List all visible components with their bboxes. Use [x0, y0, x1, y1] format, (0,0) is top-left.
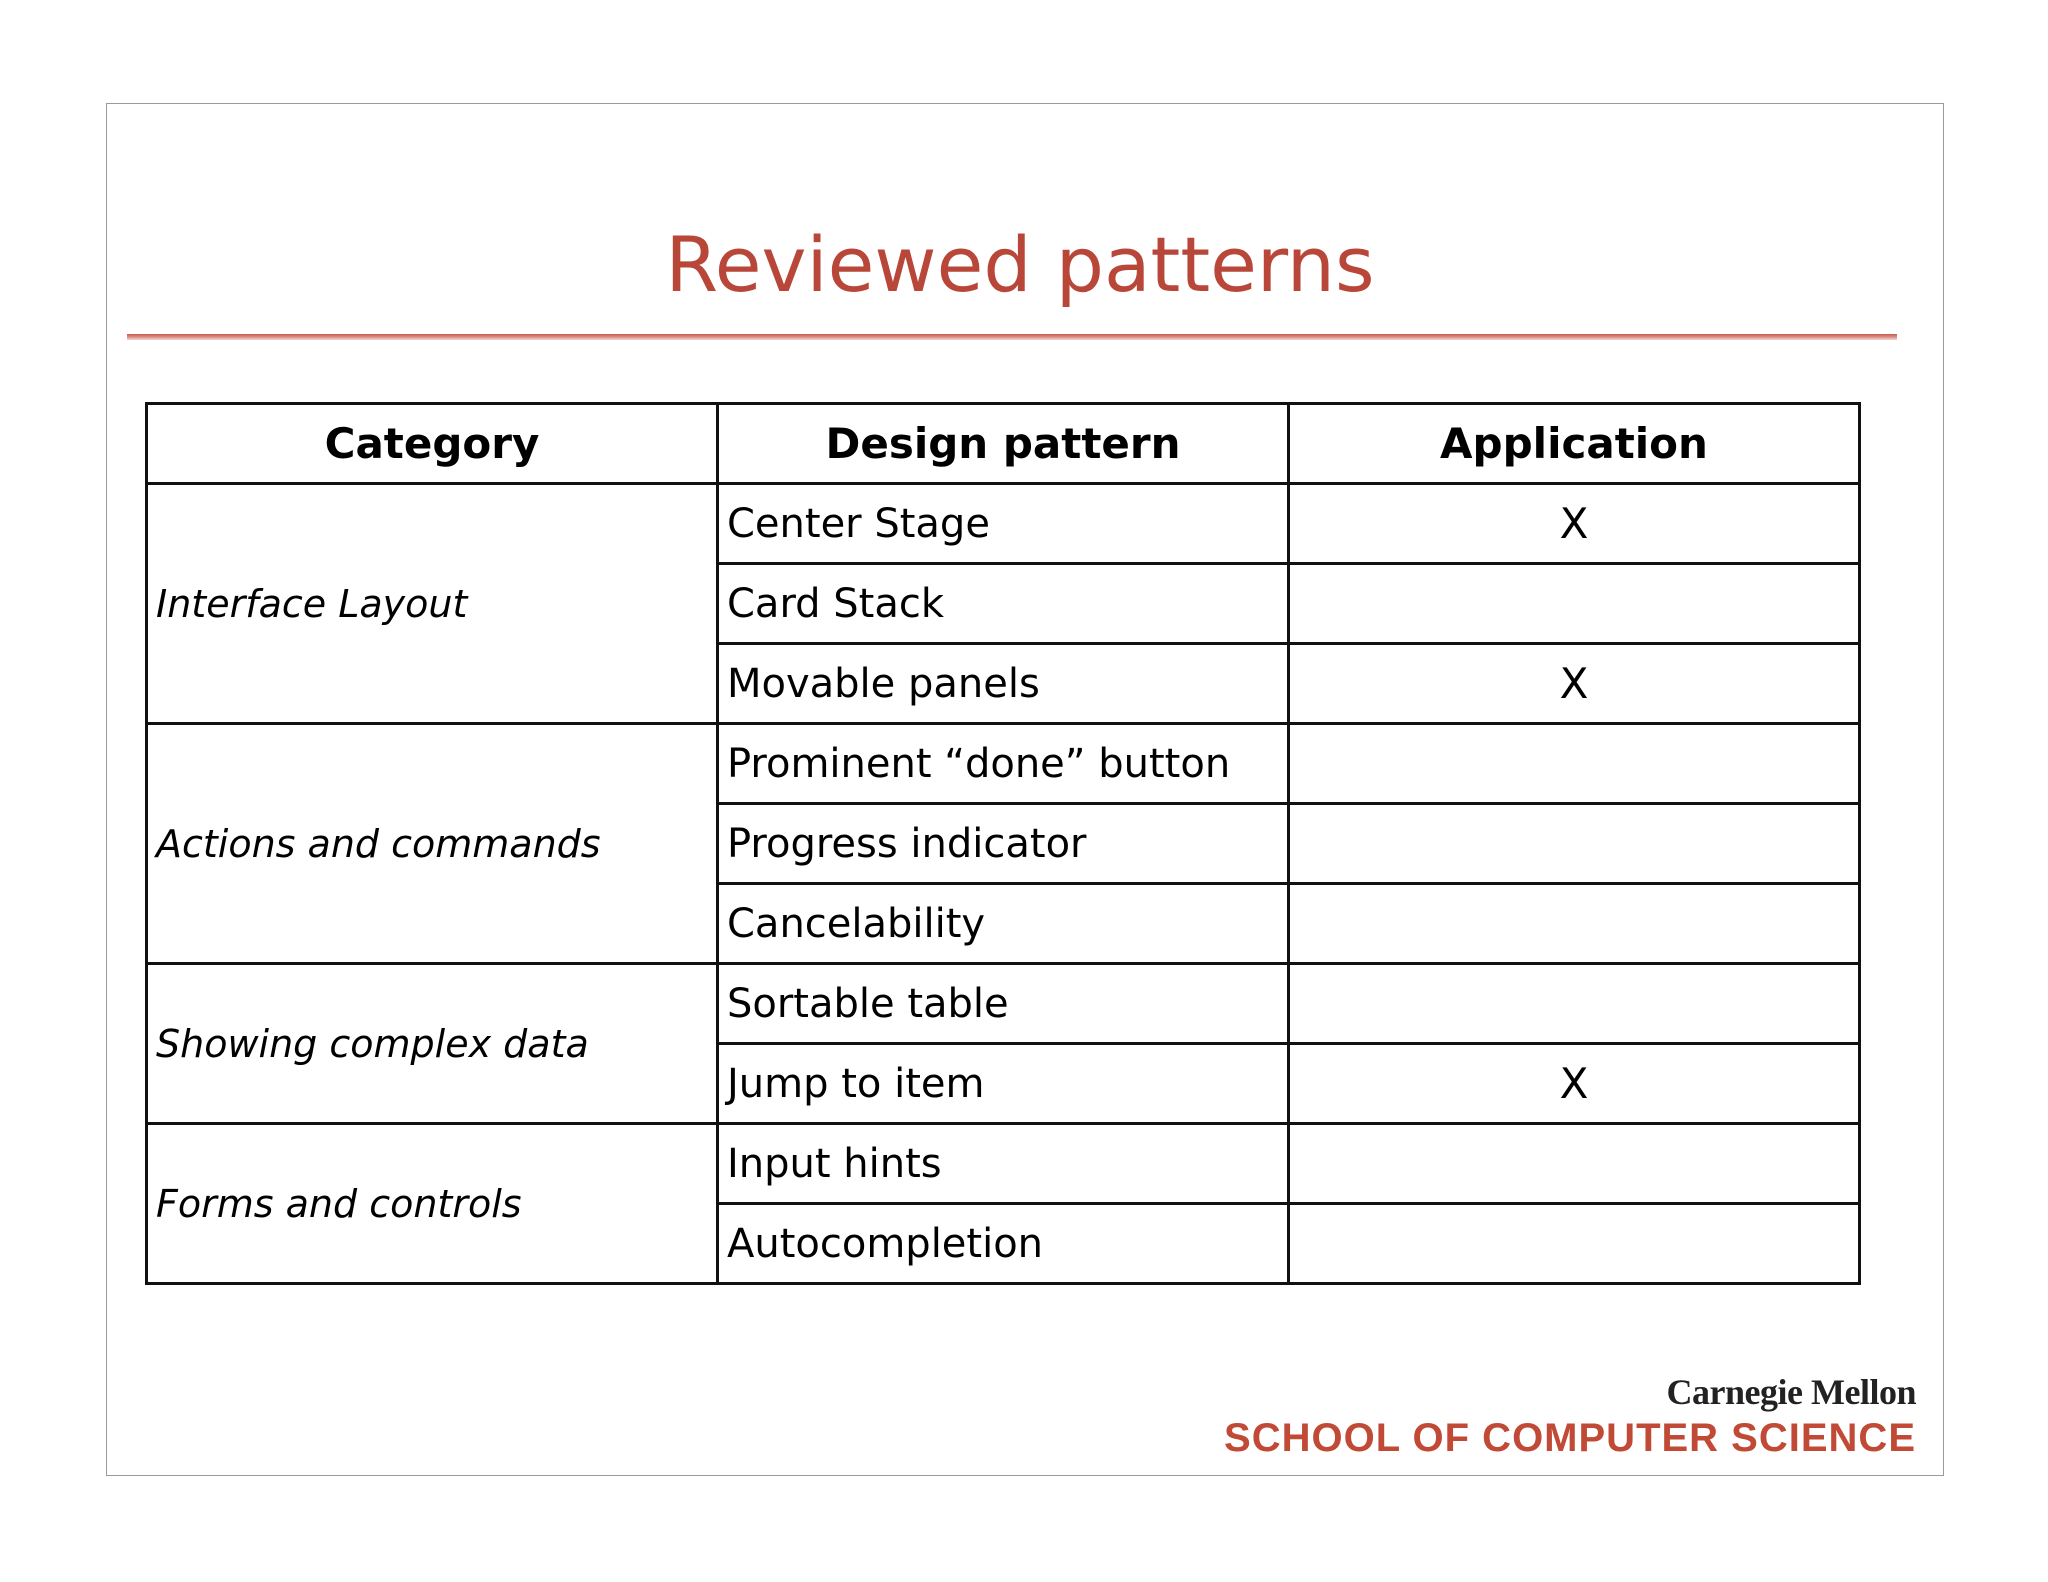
- pattern-cell: Sortable table: [718, 964, 1289, 1044]
- header-row: [147, 404, 1860, 484]
- category-cell: Forms and controls: [147, 1124, 718, 1284]
- pattern-cell: Progress indicator: [718, 804, 1289, 884]
- table-row: [147, 724, 1860, 804]
- application-cell: X: [1289, 1044, 1860, 1124]
- title-underline: [127, 334, 1897, 340]
- application-cell: [1289, 1204, 1860, 1284]
- table-row: [147, 484, 1860, 564]
- application-cell: [1289, 1124, 1860, 1204]
- category-cell: Actions and commands: [147, 724, 718, 964]
- slide-title: Reviewed patterns: [665, 220, 1375, 309]
- application-cell: X: [1289, 644, 1860, 724]
- university-wordmark: Carnegie Mellon: [1666, 1372, 1916, 1412]
- application-cell: [1289, 724, 1860, 804]
- application-cell: [1289, 804, 1860, 884]
- pattern-cell: Jump to item: [718, 1044, 1289, 1124]
- category-cell: Showing complex data: [147, 964, 718, 1124]
- application-cell: [1289, 964, 1860, 1044]
- school-wordmark: SCHOOL OF COMPUTER SCIENCE: [1224, 1416, 1916, 1460]
- application-cell: [1289, 884, 1860, 964]
- header-application: Application: [1289, 404, 1860, 484]
- pattern-cell: Input hints: [718, 1124, 1289, 1204]
- table-row: [147, 1124, 1860, 1204]
- pattern-cell: Cancelability: [718, 884, 1289, 964]
- table-row: [147, 964, 1860, 1044]
- pattern-cell: Movable panels: [718, 644, 1289, 724]
- header-design-pattern: Design pattern: [718, 404, 1289, 484]
- application-cell: X: [1289, 484, 1860, 564]
- patterns-table: [145, 402, 1861, 1285]
- category-cell: Interface Layout: [147, 484, 718, 724]
- application-cell: [1289, 564, 1860, 644]
- pattern-cell: Prominent “done” button: [718, 724, 1289, 804]
- pattern-cell: Card Stack: [718, 564, 1289, 644]
- pattern-cell: Center Stage: [718, 484, 1289, 564]
- pattern-cell: Autocompletion: [718, 1204, 1289, 1284]
- header-category: Category: [147, 404, 718, 484]
- cmu-scs-logo: [1224, 1372, 1916, 1462]
